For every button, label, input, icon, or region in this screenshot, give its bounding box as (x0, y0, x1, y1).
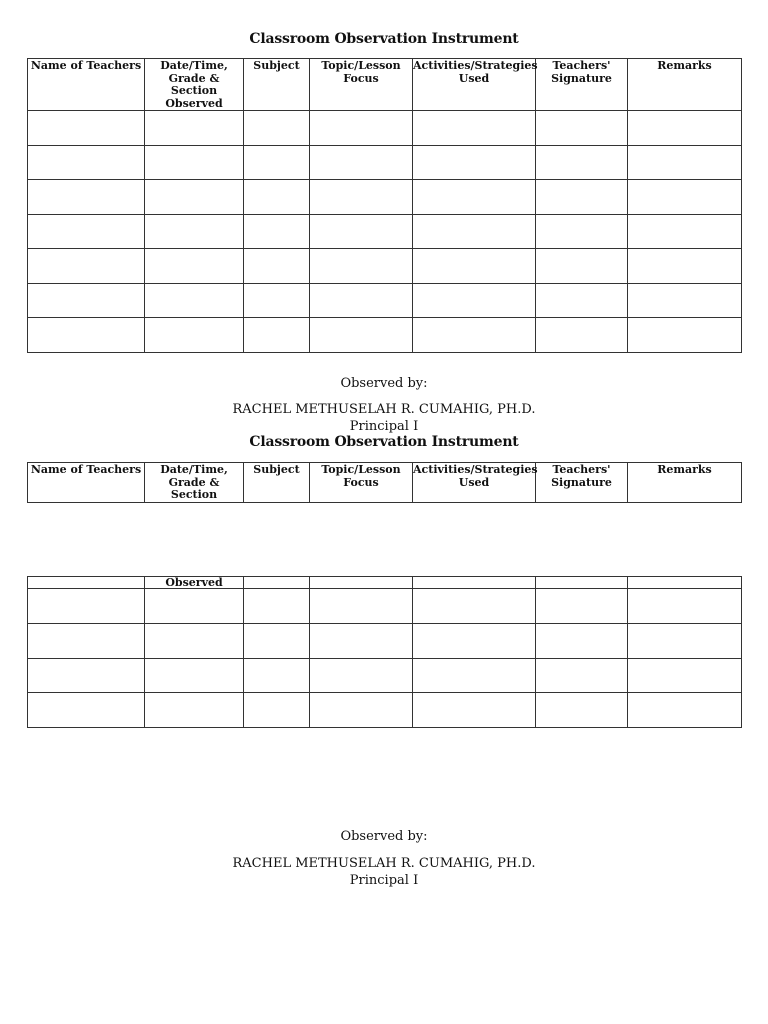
table-cell[interactable] (244, 318, 310, 353)
table-cell[interactable] (244, 249, 310, 284)
table-cell[interactable] (244, 146, 310, 180)
table-row (28, 146, 742, 180)
table-cell[interactable] (310, 589, 413, 624)
table-cell[interactable] (28, 284, 145, 318)
table-cell[interactable] (628, 146, 742, 180)
table-cell[interactable] (413, 624, 536, 659)
table-row (28, 589, 742, 624)
continued-header-observed: Observed (145, 577, 244, 589)
table-row (28, 249, 742, 284)
table-cell[interactable] (536, 249, 628, 284)
table-cell[interactable] (413, 659, 536, 693)
table-row (28, 693, 742, 728)
table-cell[interactable] (628, 180, 742, 215)
header-activities-strategies: Activities/Strategies Used (413, 463, 536, 503)
table-cell[interactable] (310, 180, 413, 215)
table-cell (310, 577, 413, 589)
table-cell[interactable] (145, 180, 244, 215)
table-cell (536, 577, 628, 589)
table-cell[interactable] (310, 215, 413, 249)
table-cell[interactable] (28, 249, 145, 284)
observation-table-2-body (27, 576, 742, 728)
table-cell[interactable] (536, 180, 628, 215)
table-cell[interactable] (413, 146, 536, 180)
table-cell[interactable] (145, 284, 244, 318)
header-subject: Subject (244, 463, 310, 503)
table-cell[interactable] (28, 180, 145, 215)
table-cell[interactable] (28, 693, 145, 728)
header-name-of-teachers: Name of Teachers (28, 59, 145, 111)
table-cell[interactable] (536, 284, 628, 318)
observed-by-label: Observed by: (340, 376, 428, 391)
table-row (28, 215, 742, 249)
table-row (28, 318, 742, 353)
table-cell[interactable] (28, 589, 145, 624)
header-remarks: Remarks (628, 59, 742, 111)
table-cell[interactable] (628, 249, 742, 284)
header-name-of-teachers: Name of Teachers (28, 463, 145, 503)
header-teachers-signature: Teachers' Signature (536, 59, 628, 111)
table-cell[interactable] (536, 589, 628, 624)
table-row (28, 180, 742, 215)
table-cell[interactable] (244, 659, 310, 693)
table-cell[interactable] (628, 111, 742, 146)
table-cell[interactable] (413, 249, 536, 284)
table-row (28, 284, 742, 318)
table-cell[interactable] (244, 693, 310, 728)
table-cell[interactable] (413, 693, 536, 728)
table-cell[interactable] (628, 589, 742, 624)
table-cell[interactable] (536, 693, 628, 728)
table-cell[interactable] (145, 249, 244, 284)
table-cell (628, 577, 742, 589)
table-cell[interactable] (310, 624, 413, 659)
table-cell[interactable] (536, 215, 628, 249)
table-cell[interactable] (536, 659, 628, 693)
table-row (28, 624, 742, 659)
table-cell[interactable] (310, 146, 413, 180)
table-cell[interactable] (310, 249, 413, 284)
observer-position: Principal I (349, 873, 419, 888)
table-cell (413, 577, 536, 589)
table-cell[interactable] (628, 624, 742, 659)
form1-title: Classroom Observation Instrument (249, 31, 519, 47)
table-cell[interactable] (536, 111, 628, 146)
header-teachers-signature: Teachers' Signature (536, 463, 628, 503)
table-cell[interactable] (145, 318, 244, 353)
table-cell[interactable] (413, 284, 536, 318)
table-cell[interactable] (28, 111, 145, 146)
observer-position: Principal I (349, 419, 419, 434)
table-cell[interactable] (244, 284, 310, 318)
table-cell[interactable] (145, 693, 244, 728)
table-cell[interactable] (28, 146, 145, 180)
observed-by-label: Observed by: (340, 829, 428, 844)
header-activities-strategies: Activities/Strategies Used (413, 59, 536, 111)
table-cell[interactable] (536, 146, 628, 180)
table-cell[interactable] (145, 111, 244, 146)
table-cell[interactable] (413, 318, 536, 353)
header-remarks: Remarks (628, 463, 742, 503)
table-cell[interactable] (28, 659, 145, 693)
table-cell[interactable] (310, 111, 413, 146)
table-cell[interactable] (244, 180, 310, 215)
header-topic-lesson-focus: Topic/Lesson Focus (310, 59, 413, 111)
table-cell[interactable] (413, 589, 536, 624)
table-cell[interactable] (310, 284, 413, 318)
table-cell[interactable] (28, 624, 145, 659)
header-date-time-grade-section: Date/Time, Grade & Section (145, 463, 244, 503)
header-topic-lesson-focus: Topic/Lesson Focus (310, 463, 413, 503)
table-cell[interactable] (413, 180, 536, 215)
table-cell[interactable] (628, 284, 742, 318)
table-cell[interactable] (145, 215, 244, 249)
table-cell[interactable] (628, 659, 742, 693)
table-cell[interactable] (145, 146, 244, 180)
table-cell[interactable] (244, 215, 310, 249)
table-cell[interactable] (628, 318, 742, 353)
table-cell[interactable] (244, 589, 310, 624)
table-cell[interactable] (28, 215, 145, 249)
table-cell[interactable] (413, 215, 536, 249)
header-subject: Subject (244, 59, 310, 111)
table-cell[interactable] (28, 318, 145, 353)
table-cell[interactable] (310, 693, 413, 728)
table-row (28, 659, 742, 693)
observer-name: RACHEL METHUSELAH R. CUMAHIG, PH.D. (232, 402, 536, 417)
table-cell (244, 577, 310, 589)
table-cell[interactable] (244, 624, 310, 659)
observation-table-1 (27, 58, 742, 353)
table-cell (28, 577, 145, 589)
table-cell[interactable] (145, 624, 244, 659)
header-date-time-grade-section: Date/Time, Grade & Section Observed (145, 59, 244, 111)
table-cell[interactable] (310, 659, 413, 693)
table-cell[interactable] (310, 318, 413, 353)
table-cell[interactable] (145, 589, 244, 624)
table-cell[interactable] (244, 111, 310, 146)
table-row-continued-header (28, 577, 742, 589)
table-cell[interactable] (536, 624, 628, 659)
table-cell[interactable] (628, 693, 742, 728)
table-row (28, 111, 742, 146)
table-cell[interactable] (145, 659, 244, 693)
table-cell[interactable] (536, 318, 628, 353)
table-cell[interactable] (413, 111, 536, 146)
form2-title: Classroom Observation Instrument (249, 434, 519, 450)
table-cell[interactable] (628, 215, 742, 249)
observer-name: RACHEL METHUSELAH R. CUMAHIG, PH.D. (232, 856, 536, 871)
observation-table-2-header (27, 462, 742, 503)
